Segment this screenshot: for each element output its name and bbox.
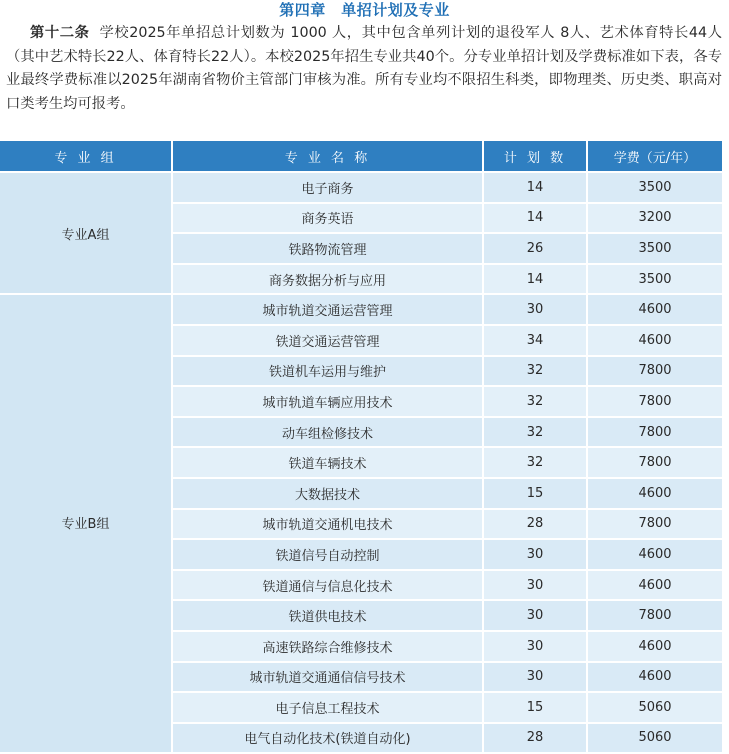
tuition-fee-cell: 7800 [587,509,722,540]
plan-count-cell: 30 [483,570,587,601]
plan-count-cell: 28 [483,723,587,754]
major-name-cell: 高速铁路综合维修技术 [172,631,483,662]
tuition-fee-cell: 4600 [587,662,722,693]
plan-count-cell: 30 [483,662,587,693]
tuition-fee-cell: 4600 [587,539,722,570]
major-name-cell: 大数据技术 [172,478,483,509]
table-header-row [0,141,722,172]
tuition-fee-cell: 3500 [587,264,722,295]
tuition-fee-cell: 4600 [587,570,722,601]
table-body [0,172,722,753]
table-row [0,294,722,325]
group-name: 专业A组 [61,227,110,243]
header-group: 专 业 组 [0,141,172,172]
tuition-fee-cell: 7800 [587,386,722,417]
major-name-cell: 城市轨道交通机电技术 [172,509,483,540]
tuition-fee-cell: 7800 [587,356,722,387]
plan-count-cell: 32 [483,447,587,478]
major-name-cell: 电子商务 [172,172,483,203]
header-fee: 学费（元/年） [587,141,722,172]
major-name-cell: 电气自动化技术(铁道自动化) [172,723,483,754]
major-name-cell: 城市轨道交通通信信号技术 [172,662,483,693]
major-name-cell: 铁道信号自动控制 [172,539,483,570]
plan-count-cell: 14 [483,172,587,203]
major-name-cell: 铁道供电技术 [172,600,483,631]
table-row [0,172,722,203]
plan-count-cell: 26 [483,233,587,264]
tuition-fee-cell: 7800 [587,417,722,448]
tuition-fee-cell: 4600 [587,294,722,325]
tuition-fee-cell: 7800 [587,447,722,478]
plan-count-cell: 30 [483,294,587,325]
plan-count-cell: 32 [483,417,587,448]
article-paragraph [6,22,722,116]
plan-count-cell: 30 [483,631,587,662]
major-name-cell: 商务英语 [172,203,483,234]
major-name-cell: 铁路物流管理 [172,233,483,264]
major-name-cell: 商务数据分析与应用 [172,264,483,295]
major-name-cell: 铁道车辆技术 [172,447,483,478]
tuition-fee-cell: 4600 [587,478,722,509]
major-name-cell: 城市轨道交通运营管理 [172,294,483,325]
chapter-title: 第四章 单招计划及专业 [279,1,450,19]
article-label: 第十二条 [30,25,90,41]
tuition-fee-cell: 4600 [587,631,722,662]
tuition-fee-cell: 5060 [587,723,722,754]
header-major: 专 业 名 称 [172,141,483,172]
tuition-fee-cell: 3200 [587,203,722,234]
tuition-fee-cell: 4600 [587,325,722,356]
plan-count-cell: 30 [483,539,587,570]
tuition-fee-cell: 7800 [587,600,722,631]
tuition-fee-cell: 3500 [587,233,722,264]
plan-count-cell: 32 [483,356,587,387]
group-cell [0,172,172,294]
plan-count-cell: 14 [483,264,587,295]
plan-count-cell: 28 [483,509,587,540]
major-name-cell: 铁道通信与信息化技术 [172,570,483,601]
header-plan: 计 划 数 [483,141,587,172]
major-name-cell: 城市轨道车辆应用技术 [172,386,483,417]
major-name-cell: 铁道交通运营管理 [172,325,483,356]
major-name-cell: 铁道机车运用与维护 [172,356,483,387]
group-cell [0,294,172,753]
enrollment-plan-table [0,141,722,754]
plan-count-cell: 14 [483,203,587,234]
plan-count-cell: 30 [483,600,587,631]
major-name-cell: 电子信息工程技术 [172,692,483,723]
plan-count-cell: 34 [483,325,587,356]
tuition-fee-cell: 5060 [587,692,722,723]
group-name: 专业B组 [61,517,110,533]
plan-count-cell: 15 [483,478,587,509]
plan-count-cell: 32 [483,386,587,417]
tuition-fee-cell: 3500 [587,172,722,203]
plan-count-cell: 15 [483,692,587,723]
article-text: 学校2025年单招总计划数为 1000 人，其中包含单列计划的退役军人 8人、艺术体育特长44人（其中艺术特长22人、体育特长22人）。本校2025年招生专业共40个。分专业单招计划及学费标准如下表，各专业最终学费标准以2025年湖南省物价主管部门审核为准。所有专业均不限招生科类，即物理类、历史类、职高对口类考生均可报考。 [6,25,722,112]
major-name-cell: 动车组检修技术 [172,417,483,448]
